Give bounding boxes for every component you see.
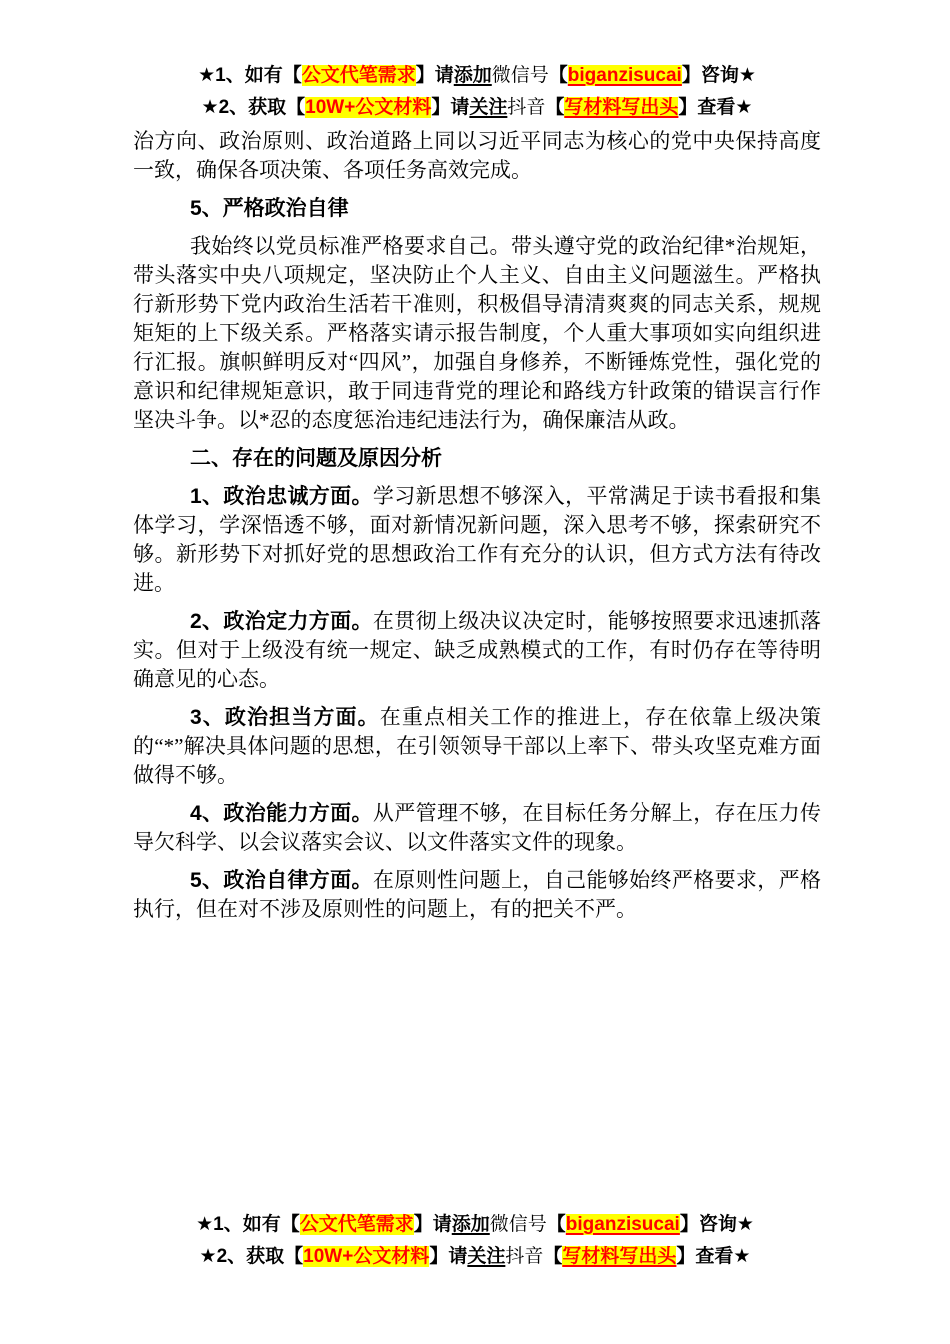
- promo-segment: 】请: [415, 65, 454, 86]
- promo-segment: 公文代笔需求: [299, 1214, 414, 1235]
- promo-segment: 添加: [453, 65, 492, 86]
- promo-footer-line-1: [0, 1209, 950, 1241]
- promo-segment: biganzisucai: [565, 1214, 680, 1235]
- promo-segment: 写材料写出头: [562, 1246, 677, 1267]
- promo-segment: 【: [546, 1214, 566, 1235]
- promo-footer-line-2: [0, 1241, 950, 1273]
- promo-header-line-1: [133, 60, 821, 92]
- promo-segment: 添加: [451, 1214, 490, 1235]
- promo-segment: ★2、获取【: [199, 1246, 304, 1267]
- continuation-paragraph: 治方向、政治原则、政治道路上同以习近平同志为核心的党中央保持高度一致，确保各项决策、各项任务高效完成。: [133, 129, 821, 182]
- problem-item-1-lead: 1、政治忠诚方面。: [190, 485, 373, 508]
- promo-segment: 关注: [467, 1246, 506, 1267]
- promo-header: [133, 60, 821, 124]
- promo-segment: 【: [545, 97, 565, 118]
- promo-segment: 写材料写出头: [564, 97, 679, 118]
- problem-item-2: [133, 607, 821, 694]
- problem-item-4-body: 从严管理不够，在目标任务分解上，存在压力传导欠科学、以会议落实会议、以文件落实文件的现象。: [133, 801, 822, 854]
- problem-item-4: [133, 799, 821, 857]
- promo-segment: 微信号: [491, 65, 549, 86]
- promo-segment: ★1、如有【: [196, 1214, 300, 1235]
- promo-segment: 【: [543, 1246, 563, 1267]
- promo-segment: 】查看★: [678, 97, 753, 118]
- problem-item-1: [133, 482, 821, 598]
- problem-item-3: [133, 703, 821, 790]
- problem-item-5: [133, 866, 821, 924]
- promo-segment: 关注: [469, 97, 508, 118]
- promo-segment: 】请: [431, 97, 470, 118]
- promo-segment: 抖音: [507, 97, 546, 118]
- promo-footer: [0, 1209, 950, 1273]
- problem-item-2-lead: 2、政治定力方面。: [190, 610, 373, 633]
- section5-paragraph: 我始终以党员标准严格要求自己。带头遵守党的政治纪律*治规矩，带头落实中央八项规定，坚决防止个人主义、自由主义问题滋生。严格执行新形势下党内政治生活若干准则，积极倡导清清爽爽的同志关系，规规矩矩的上下级关系。严格落实请示报告制度，个人重大事项如实向组织进行汇报。旗帜鲜明反对“四风”，加强自身修养，不断锤炼党性，强化党的意识和纪律规矩意识，敢于同违背党的理论和路线方针政策的错误言行作坚决斗争。以*忍的态度惩治违纪违法行为，确保廉洁从政。: [133, 234, 821, 432]
- page-content: [133, 60, 821, 933]
- promo-segment: 微信号: [489, 1214, 547, 1235]
- problem-item-3-lead: 3、政治担当方面。: [190, 706, 380, 729]
- problem-item-5-body: 在原则性问题上，自己能够始终严格要求，严格执行，但在对不涉及原则性的问题上，有的把关不严。: [133, 868, 822, 921]
- promo-segment: ★1、如有【: [198, 65, 302, 86]
- promo-segment: 10W+公文材料: [305, 97, 432, 118]
- document-body: [133, 127, 821, 924]
- promo-segment: biganzisucai: [567, 65, 682, 86]
- promo-segment: 】请: [413, 1214, 452, 1235]
- problem-item-4-lead: 4、政治能力方面。: [190, 802, 373, 825]
- promo-segment: 】咨询★: [679, 1214, 754, 1235]
- part2-heading: 二、存在的问题及原因分析: [190, 447, 442, 470]
- promo-segment: 】咨询★: [681, 65, 756, 86]
- promo-header-line-2: [133, 92, 821, 124]
- section5-heading: 5、严格政治自律: [190, 197, 349, 220]
- promo-segment: 抖音: [505, 1246, 544, 1267]
- promo-segment: 公文代笔需求: [301, 65, 416, 86]
- promo-segment: 【: [548, 65, 568, 86]
- problem-item-2-body: 在贯彻上级决议决定时，能够按照要求迅速抓落实。但对于上级没有统一规定、缺乏成熟模式的工作，有时仍存在等待明确意见的心态。: [133, 609, 822, 691]
- promo-segment: ★2、获取【: [201, 97, 306, 118]
- promo-segment: 10W+公文材料: [303, 1246, 430, 1267]
- problem-item-1-body: 学习新思想不够深入，平常满足于读书看报和集体学习，学深悟透不够，面对新情况新问题，深入思考不够，探索研究不够。新形势下对抓好党的思想政治工作有充分的认识，但方式方法有待改进。: [133, 484, 822, 595]
- problem-item-5-lead: 5、政治自律方面。: [190, 869, 373, 892]
- promo-segment: 】查看★: [676, 1246, 751, 1267]
- promo-segment: 】请: [429, 1246, 468, 1267]
- problem-item-3-body: 在重点相关工作的推进上，存在依靠上级决策的“*”解决具体问题的思想，在引领领导干部以上率下、带头攻坚克难方面做得不够。: [133, 705, 821, 787]
